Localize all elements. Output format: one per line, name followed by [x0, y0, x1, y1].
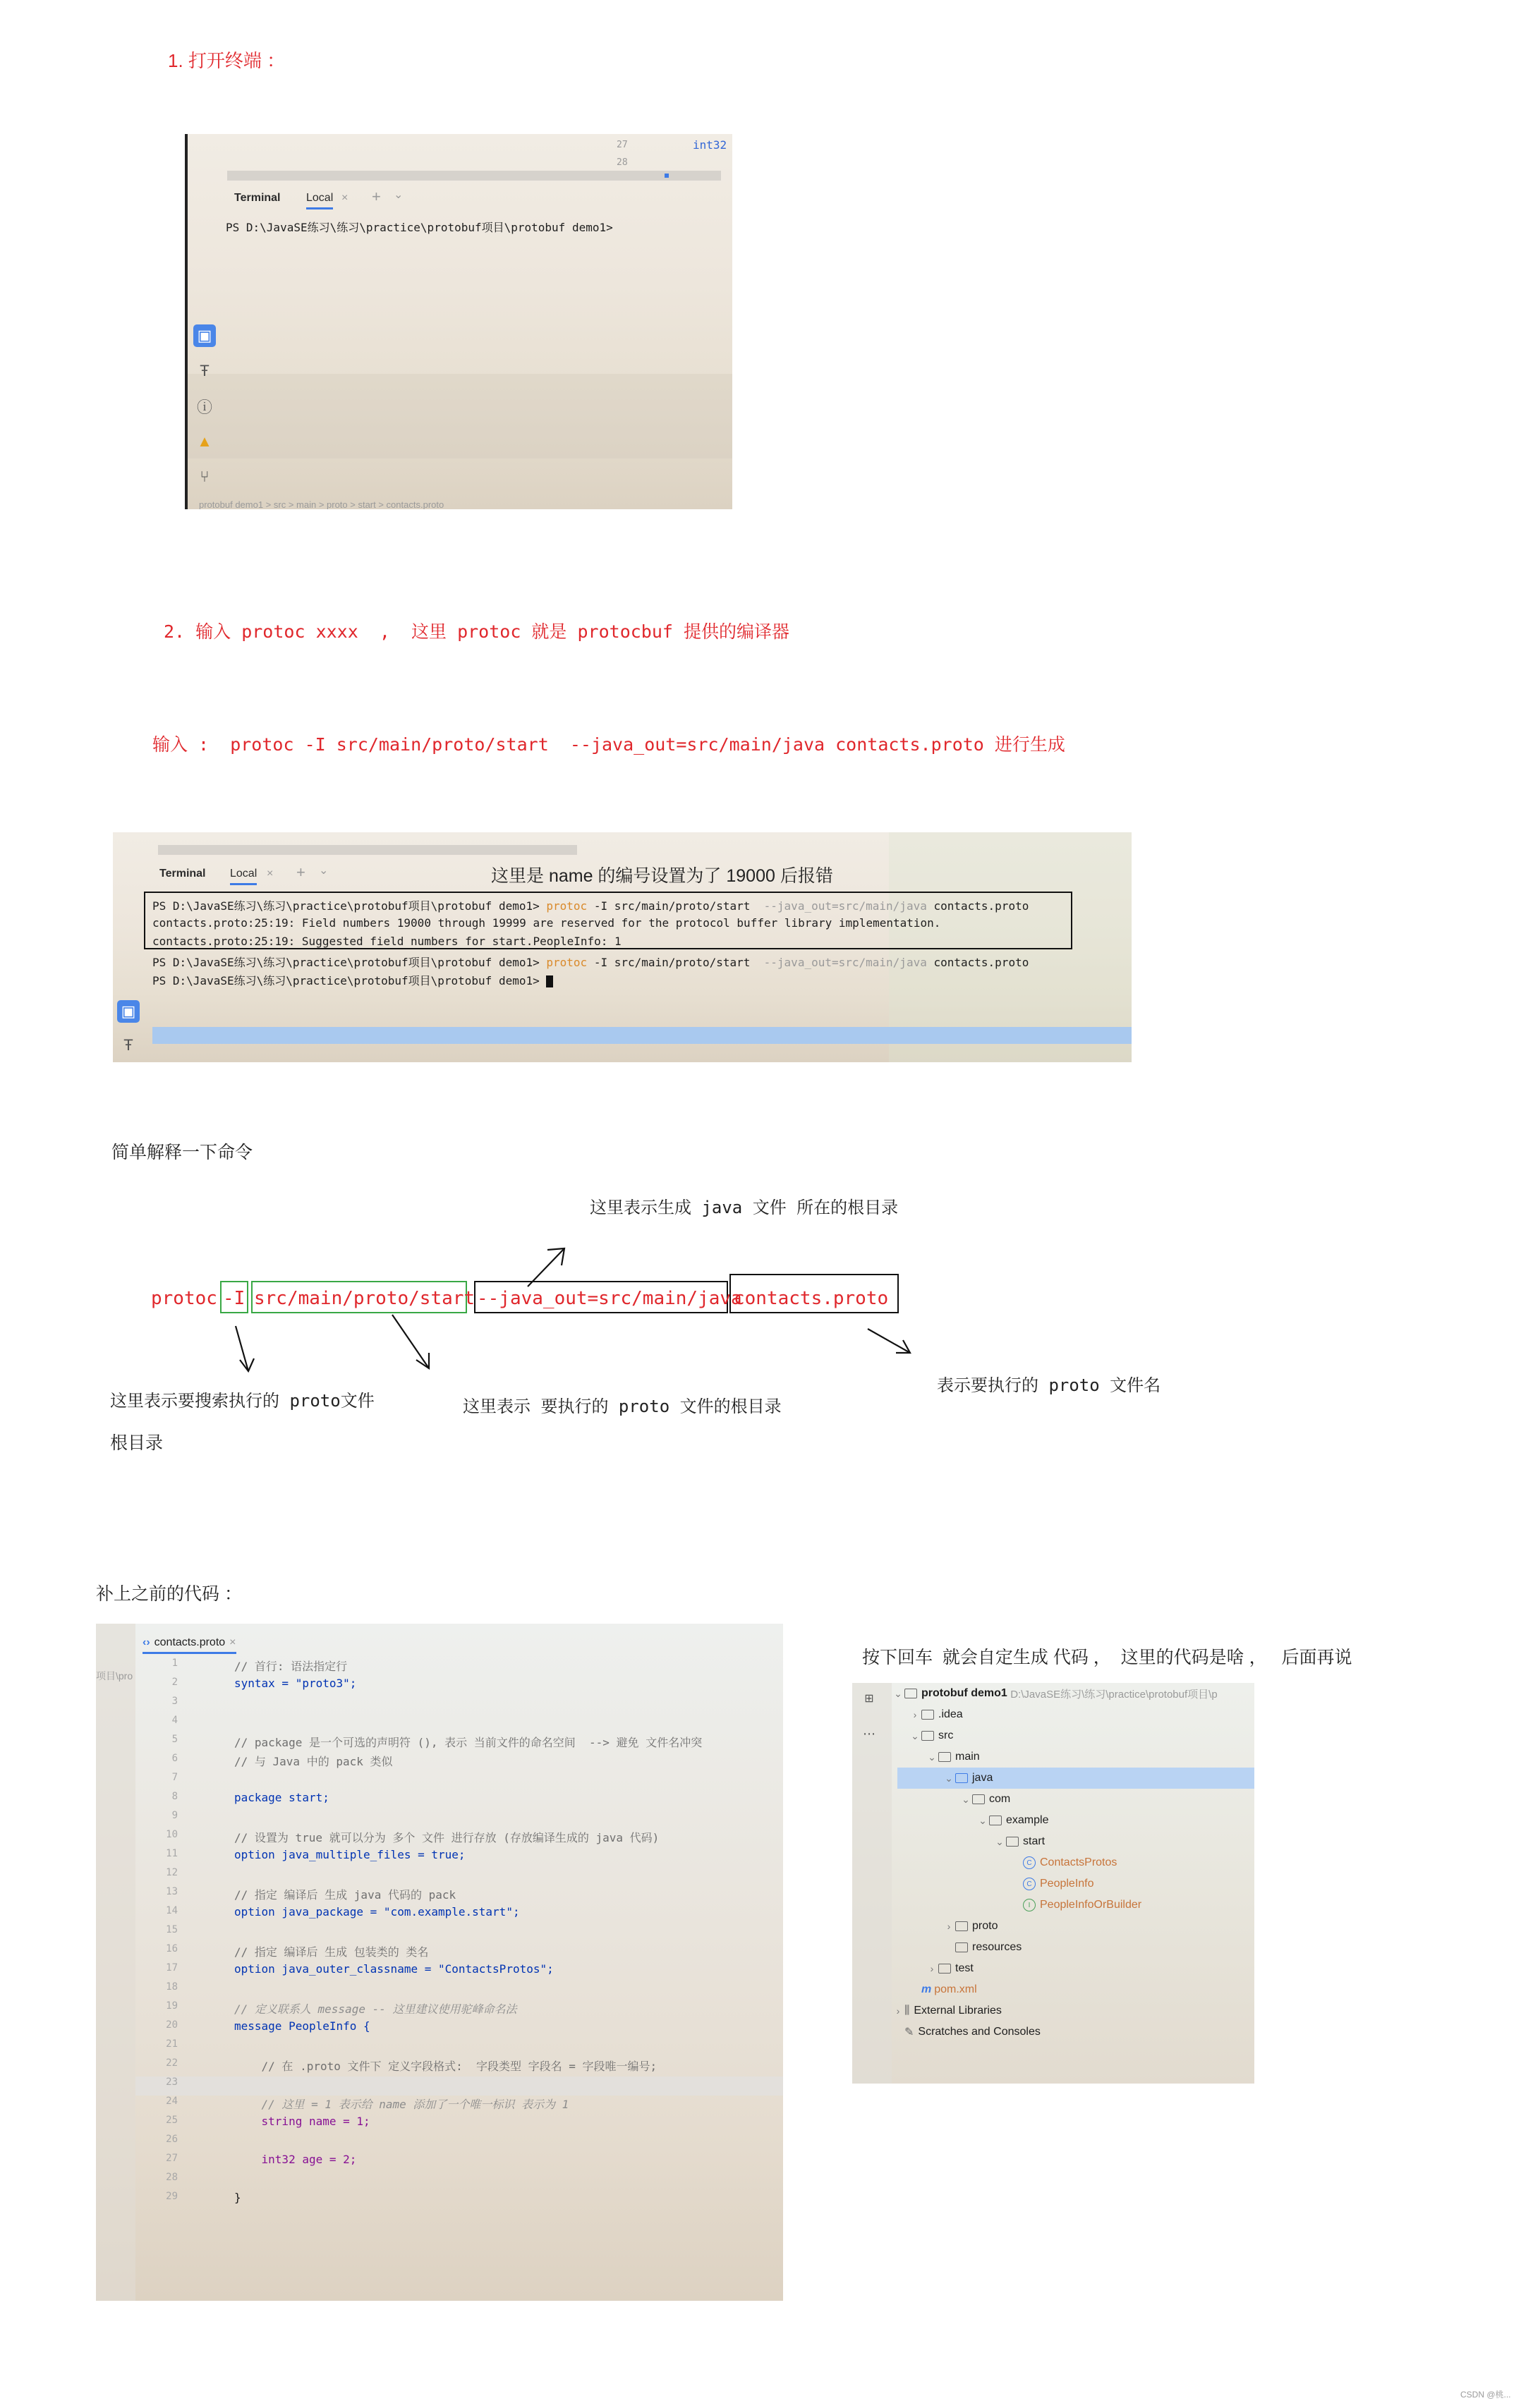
code-text: // package 是一个可选的声明符 (), 表示 当前文件的命名空间 --> 避免 文件名冲突 — [234, 1736, 703, 1749]
command-out: --java_out=src/main/java — [757, 899, 927, 913]
tree-item-proto[interactable] — [943, 1916, 998, 1937]
line-number: 26 — [166, 2134, 178, 2145]
code-text: } — [234, 2191, 241, 2204]
tree-item-java[interactable] — [897, 1768, 1254, 1789]
code-text: // 设置为 true 就可以分为 多个 文件 进行存放 (存放编译生成的 java 代码) — [234, 1831, 660, 1844]
type-hint: int32 — [693, 138, 727, 152]
maven-icon: m — [921, 1983, 932, 1995]
step2-input-label: 输入 : protoc -I src/main/proto/start --java_out=src/main/java contacts.proto 进行生成 — [152, 734, 1065, 755]
step2-title: 2. 输入 protoc xxxx , 这里 protoc 就是 protocbuf 提供的编译器 — [164, 621, 790, 642]
tree-item-people-info[interactable] — [1023, 1873, 1094, 1895]
interface-icon: I — [1023, 1899, 1036, 1911]
tree-label: protobuf demo1 — [921, 1687, 1007, 1699]
add-tab-icon[interactable]: + — [372, 188, 381, 205]
folder-icon — [938, 1752, 951, 1762]
cmd-file: contacts.proto — [734, 1288, 889, 1309]
tree-label: src — [938, 1729, 954, 1741]
project-caption: 按下回车 就会自定生成 代码 ， 这里的代码是啥 ， 后面再说 — [862, 1648, 1352, 1667]
folder-icon — [921, 1710, 934, 1720]
code-text: option java_multiple_files = true; — [234, 1848, 466, 1861]
prompt-text: PS D:\JavaSE练习\练习\practice\protobuf项目\protobuf demo1> — [152, 974, 547, 987]
tree-item-idea[interactable] — [909, 1704, 963, 1725]
prev-code-heading: 补上之前的代码 ： — [96, 1584, 242, 1604]
module-icon — [904, 1689, 917, 1698]
library-icon: ⫼ — [904, 2005, 910, 2017]
error-annotation: 这里是 name 的编号设置为了 19000 后报错 — [491, 866, 833, 886]
chevron-down-icon: ⌄ — [962, 1793, 970, 1805]
text-icon[interactable]: Ŧ — [123, 1036, 133, 1054]
line-number: 15 — [166, 1924, 178, 1935]
line-number: 7 — [171, 1772, 178, 1783]
prompt-text: PS D:\JavaSE练习\练习\practice\protobuf项目\protobuf demo1> — [152, 899, 547, 913]
tree-label: example — [1006, 1814, 1049, 1826]
line-number: 28 — [617, 157, 628, 168]
tab-terminal[interactable]: Terminal — [159, 868, 206, 880]
tab-local[interactable]: Local — [230, 868, 257, 885]
code-text: // 首行: 语法指定行 — [234, 1660, 348, 1673]
terminal-icon[interactable]: ▣ — [117, 1000, 140, 1023]
line-number: 24 — [166, 2096, 178, 2107]
code-text: // 定义联系人 message -- 这里建议使用驼峰命名法 — [234, 2002, 517, 2016]
chevron-right-icon: › — [896, 2005, 900, 2017]
close-icon[interactable]: × — [229, 1636, 236, 1648]
prompt-text: PS D:\JavaSE练习\练习\practice\protobuf项目\protobuf demo1> — [152, 956, 547, 969]
chevron-right-icon: › — [947, 1921, 951, 1932]
line-number: 9 — [171, 1810, 178, 1821]
warning-icon[interactable]: ▲ — [197, 432, 212, 450]
tree-item-example[interactable] — [976, 1810, 1048, 1831]
arrow-I — [236, 1326, 248, 1371]
chevron-down-icon: ⌄ — [928, 1751, 936, 1763]
line-number: 6 — [171, 1753, 178, 1764]
chevron-down-icon: ⌄ — [945, 1772, 953, 1784]
tab-contacts-proto[interactable] — [143, 1636, 236, 1654]
tree-item-contacts-protos[interactable] — [1023, 1852, 1117, 1873]
watermark: CSDN @桃... — [1460, 2390, 1511, 2400]
command-file: contacts.proto — [926, 899, 1029, 913]
code-text: // 指定 编译后 生成 包装类的 类名 — [234, 1945, 429, 1959]
line-number: 20 — [166, 2019, 178, 2031]
chevron-down-icon: ⌄ — [978, 1814, 987, 1826]
error-line: contacts.proto:25:19: Field numbers 19000 through 19999 are reserved for the protocol buffer library implementation. — [152, 916, 941, 930]
line-number: 23 — [166, 2076, 178, 2088]
close-icon[interactable]: × — [267, 868, 274, 880]
line-number: 8 — [171, 1791, 178, 1802]
tab-label: contacts.proto — [154, 1636, 226, 1648]
tree-label: main — [955, 1751, 980, 1763]
tree-item-com[interactable] — [959, 1789, 1010, 1810]
code-text: option java_outer_classname = "ContactsProtos"; — [234, 1962, 554, 1976]
chevron-right-icon: › — [930, 1963, 934, 1974]
terminal-prompt[interactable]: PS D:\JavaSE练习\练习\practice\protobuf项目\protobuf demo1> — [226, 221, 613, 234]
tree-label: External Libraries — [914, 2005, 1002, 2017]
code-text: // 与 Java 中的 pack 类似 — [234, 1755, 393, 1768]
chevron-right-icon: › — [913, 1709, 917, 1720]
cmd-I: -I — [223, 1288, 246, 1309]
more-icon[interactable]: ⋯ — [863, 1726, 875, 1741]
line-number: 27 — [617, 140, 628, 150]
file-note: 表示要执行的 proto 文件名 — [937, 1375, 1161, 1395]
sidebar-fragment: 项目\pro — [96, 1670, 133, 1682]
resources-folder-icon — [955, 1942, 968, 1952]
line-number: 29 — [166, 2191, 178, 2202]
code-editor-screenshot — [96, 1624, 783, 2301]
tree-root[interactable] — [892, 1683, 1218, 1704]
tree-item-main[interactable] — [926, 1746, 980, 1768]
code-text: // 指定 编译后 生成 java 代码的 pack — [234, 1888, 456, 1902]
code-text: package start; — [234, 1791, 329, 1804]
tree-item-scratches[interactable] — [904, 2021, 1041, 2043]
tab-local[interactable]: Local — [306, 192, 333, 209]
cmd-out: --java_out=src/main/java — [477, 1288, 742, 1309]
line-number: 11 — [166, 1848, 178, 1859]
tree-label: start — [1023, 1835, 1046, 1847]
line-number: 12 — [166, 1867, 178, 1878]
search-note: 这里表示要搜索执行的 proto文件 — [110, 1391, 375, 1411]
code-text: syntax = "proto3"; — [234, 1677, 357, 1690]
tree-label: PeopleInfoOrBuilder — [1040, 1899, 1142, 1911]
command-out: --java_out=src/main/java — [757, 956, 927, 969]
code-area[interactable] — [135, 1658, 783, 2299]
tree-path: D:\JavaSE练习\练习\practice\protobuf项目\p — [1010, 1688, 1218, 1701]
tree-item-external-libraries[interactable] — [892, 2000, 1002, 2021]
add-tab-icon[interactable]: + — [296, 863, 305, 881]
text-icon[interactable]: Ŧ — [200, 362, 210, 379]
chevron-down-icon[interactable]: ⌄ — [394, 189, 404, 201]
code-text: string name = 1; — [234, 2115, 370, 2128]
protoc-command: protoc — [546, 956, 588, 969]
package-icon — [972, 1794, 985, 1804]
tree-label: proto — [972, 1920, 998, 1932]
package-icon — [1006, 1837, 1019, 1847]
code-text: // 这里 = 1 表示给 name 添加了一个唯一标识 表示为 1 — [234, 2098, 569, 2111]
code-text: message PeopleInfo { — [234, 2019, 370, 2033]
line-number: 10 — [166, 1829, 178, 1840]
line-number: 19 — [166, 2000, 178, 2012]
class-icon: C — [1023, 1878, 1036, 1890]
line-number: 28 — [166, 2172, 178, 2183]
project-tree-screenshot — [852, 1683, 1254, 2084]
line-number: 5 — [171, 1734, 178, 1745]
close-icon[interactable]: × — [341, 192, 349, 204]
line-number: 13 — [166, 1886, 178, 1897]
cmd-path: src/main/proto/start — [254, 1288, 475, 1309]
problems-icon[interactable]: ⓘ — [196, 398, 212, 416]
line-number: 2 — [171, 1677, 178, 1688]
code-text: // 在 .proto 文件下 定义字段格式: 字段类型 字段名 = 字段唯一编号; — [234, 2060, 658, 2073]
tree-label: java — [972, 1772, 993, 1784]
cmd-protoc: protoc — [151, 1288, 217, 1309]
tree-item-resources[interactable] — [955, 1937, 1022, 1958]
proto-file-icon: ‹› — [143, 1636, 150, 1648]
step1-title: 1. 打开终端 ： — [168, 50, 286, 71]
line-number: 1 — [171, 1658, 178, 1669]
line-number: 14 — [166, 1905, 178, 1916]
line-number: 21 — [166, 2038, 178, 2050]
command-args: -I src/main/proto/start — [587, 899, 758, 913]
tree-label: test — [955, 1962, 974, 1974]
line-number: 27 — [166, 2153, 178, 2164]
line-number: 16 — [166, 1943, 178, 1954]
code-text: option java_package = "com.example.start"; — [234, 1905, 520, 1919]
tree-label: com — [989, 1793, 1011, 1805]
folder-icon — [938, 1964, 951, 1974]
line-number: 3 — [171, 1696, 178, 1707]
chevron-down-icon: ⌄ — [995, 1835, 1004, 1847]
source-folder-icon — [955, 1773, 968, 1783]
explain-heading: 简单解释一下命令 — [111, 1143, 253, 1162]
protoc-command: protoc — [546, 899, 588, 913]
command-args: -I src/main/proto/start — [587, 956, 758, 969]
scratches-icon: ✎ — [904, 2026, 914, 2038]
root-java-note: 这里表示生成 java 文件 所在的根目录 — [590, 1198, 899, 1217]
line-number: 4 — [171, 1715, 178, 1726]
tree-label: Scratches and Consoles — [918, 2026, 1041, 2038]
terminal-icon[interactable]: ▣ — [193, 324, 216, 347]
tree-label: .idea — [938, 1708, 963, 1720]
line-number: 22 — [166, 2057, 178, 2069]
tree-item-test[interactable] — [926, 1958, 974, 1979]
chevron-down-icon[interactable]: ⌄ — [319, 865, 329, 877]
command-file: contacts.proto — [926, 956, 1029, 969]
line-number: 25 — [166, 2115, 178, 2126]
tree-item-start[interactable] — [993, 1831, 1045, 1852]
package-icon — [989, 1816, 1002, 1825]
tree-item-pom[interactable] — [921, 1979, 977, 2000]
chevron-down-icon: ⌄ — [894, 1687, 902, 1699]
tree-label: resources — [972, 1941, 1022, 1953]
folder-icon — [955, 1921, 968, 1931]
folder-icon — [921, 1731, 934, 1741]
chevron-down-icon: ⌄ — [911, 1729, 919, 1741]
git-icon[interactable]: ⑂ — [200, 468, 210, 485]
tree-label: PeopleInfo — [1040, 1878, 1094, 1890]
line-number: 17 — [166, 1962, 178, 1974]
proto-root-note: 这里表示 要执行的 proto 文件的根目录 — [463, 1397, 782, 1416]
error-line: contacts.proto:25:19: Suggested field numbers for start.PeopleInfo: 1 — [152, 935, 622, 948]
project-icon[interactable]: ⊞ — [864, 1693, 874, 1705]
code-text: int32 age = 2; — [234, 2153, 357, 2166]
tab-terminal[interactable]: Terminal — [234, 192, 281, 204]
tree-item-people-info-builder[interactable] — [1023, 1895, 1141, 1916]
search-note-2: 根目录 — [110, 1433, 164, 1453]
breadcrumb[interactable]: protobuf demo1 > src > main > proto > start > contacts.proto — [199, 499, 444, 509]
tree-item-src[interactable] — [909, 1725, 953, 1746]
line-number: 18 — [166, 1981, 178, 1993]
arrow-path — [392, 1315, 429, 1368]
tree-label: ContactsProtos — [1040, 1856, 1117, 1868]
tree-label: pom.xml — [934, 1983, 977, 1995]
class-icon: C — [1023, 1856, 1036, 1869]
